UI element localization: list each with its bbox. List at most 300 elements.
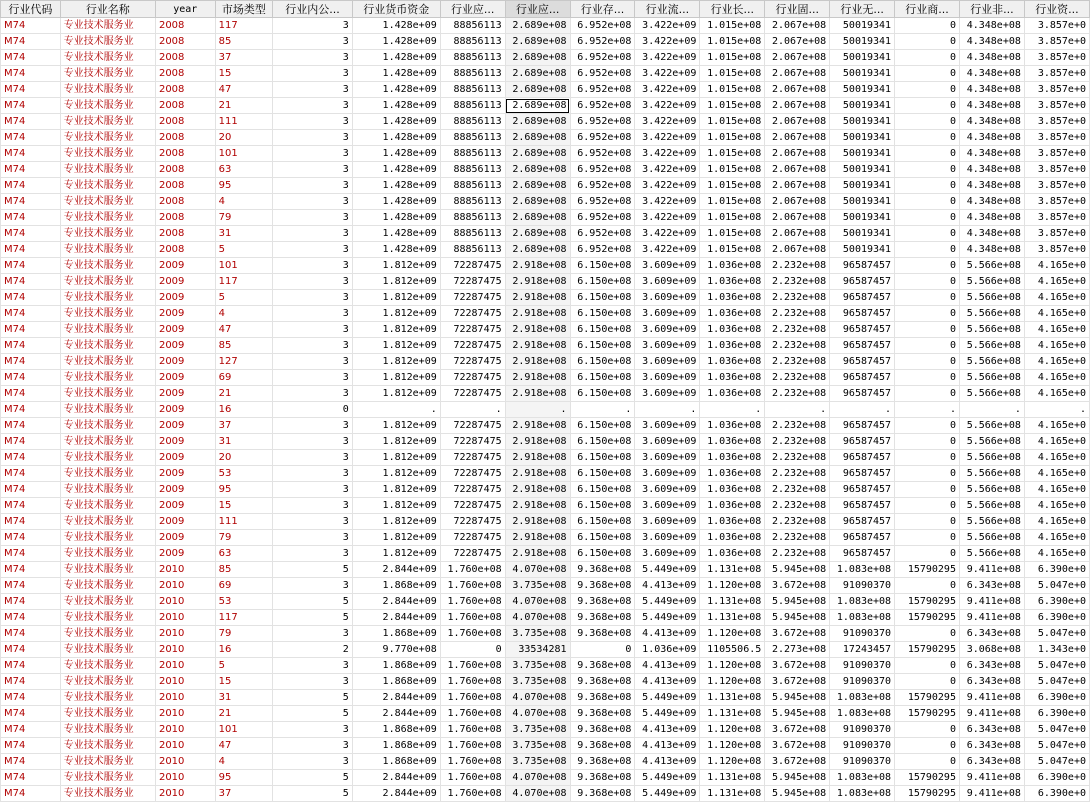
table-cell[interactable]: 1.036e+08: [700, 338, 765, 354]
table-cell[interactable]: 1.428e+09: [352, 210, 440, 226]
table-cell[interactable]: 3.857e+0: [1024, 114, 1089, 130]
table-cell[interactable]: 专业技术服务业: [60, 482, 155, 498]
table-row[interactable]: [1, 274, 1090, 290]
table-cell[interactable]: 0: [895, 514, 960, 530]
column-header[interactable]: year: [155, 1, 215, 18]
table-cell[interactable]: .: [1024, 402, 1089, 418]
table-cell[interactable]: 50019341: [830, 114, 895, 130]
table-cell[interactable]: 5.945e+08: [765, 594, 830, 610]
column-header-selected[interactable]: 行业应...: [505, 1, 570, 18]
table-cell[interactable]: 1.812e+09: [352, 386, 440, 402]
table-cell[interactable]: 72287475: [440, 322, 505, 338]
table-cell[interactable]: 2.067e+08: [765, 34, 830, 50]
table-cell[interactable]: 2008: [155, 82, 215, 98]
table-cell[interactable]: .: [505, 402, 570, 418]
table-cell[interactable]: 2.232e+08: [765, 322, 830, 338]
table-cell[interactable]: 47: [215, 322, 273, 338]
table-cell[interactable]: 6.343e+08: [959, 722, 1024, 738]
table-cell[interactable]: 88856113: [440, 82, 505, 98]
table-cell[interactable]: M74: [1, 162, 61, 178]
table-cell[interactable]: 3.672e+08: [765, 578, 830, 594]
table-cell[interactable]: 3: [273, 370, 353, 386]
table-cell[interactable]: 2.273e+08: [765, 642, 830, 658]
table-cell[interactable]: 5.047e+0: [1024, 738, 1089, 754]
table-cell[interactable]: 1.343e+0: [1024, 642, 1089, 658]
table-cell[interactable]: 1.015e+08: [700, 114, 765, 130]
table-cell[interactable]: 3.735e+08: [505, 578, 570, 594]
table-cell[interactable]: 72287475: [440, 290, 505, 306]
table-cell[interactable]: 31: [215, 226, 273, 242]
table-cell[interactable]: 4.165e+0: [1024, 258, 1089, 274]
table-cell[interactable]: 96587457: [830, 322, 895, 338]
table-cell[interactable]: 1.812e+09: [352, 290, 440, 306]
table-cell[interactable]: 1.812e+09: [352, 306, 440, 322]
table-cell[interactable]: 2.918e+08: [505, 290, 570, 306]
table-cell[interactable]: 4.348e+08: [959, 82, 1024, 98]
table-cell[interactable]: 专业技术服务业: [60, 578, 155, 594]
table-cell[interactable]: 101: [215, 146, 273, 162]
table-cell[interactable]: M74: [1, 194, 61, 210]
table-cell[interactable]: 2.918e+08: [505, 466, 570, 482]
table-cell[interactable]: 5.449e+09: [635, 690, 700, 706]
table-cell[interactable]: 6.150e+08: [570, 370, 635, 386]
table-cell[interactable]: 6.150e+08: [570, 418, 635, 434]
table-cell[interactable]: 3.422e+09: [635, 18, 700, 34]
table-cell[interactable]: 5.566e+08: [959, 466, 1024, 482]
table-cell[interactable]: 2010: [155, 610, 215, 626]
table-cell[interactable]: 2010: [155, 738, 215, 754]
table-cell[interactable]: 4.413e+09: [635, 658, 700, 674]
table-cell[interactable]: 9.411e+08: [959, 594, 1024, 610]
table-cell[interactable]: 4.165e+0: [1024, 498, 1089, 514]
table-cell[interactable]: 1.760e+08: [440, 562, 505, 578]
table-cell[interactable]: 2.232e+08: [765, 354, 830, 370]
table-cell[interactable]: 0: [895, 754, 960, 770]
table-cell[interactable]: 2.067e+08: [765, 18, 830, 34]
table-cell[interactable]: 专业技术服务业: [60, 194, 155, 210]
table-cell[interactable]: 1.812e+09: [352, 530, 440, 546]
table-cell[interactable]: 15790295: [895, 770, 960, 786]
table-row[interactable]: [1, 578, 1090, 594]
table-cell[interactable]: M74: [1, 178, 61, 194]
table-cell[interactable]: 0: [895, 578, 960, 594]
table-cell[interactable]: 4: [215, 754, 273, 770]
table-cell[interactable]: 2.067e+08: [765, 194, 830, 210]
table-cell[interactable]: 专业技术服务业: [60, 178, 155, 194]
table-cell[interactable]: 3.857e+0: [1024, 146, 1089, 162]
table-cell[interactable]: M74: [1, 98, 61, 114]
table-cell[interactable]: 2010: [155, 578, 215, 594]
table-cell[interactable]: .: [635, 402, 700, 418]
table-cell[interactable]: 1.760e+08: [440, 578, 505, 594]
table-cell[interactable]: 5.566e+08: [959, 514, 1024, 530]
table-cell[interactable]: 6.952e+08: [570, 98, 635, 114]
table-cell[interactable]: 1.812e+09: [352, 514, 440, 530]
table-cell[interactable]: 88856113: [440, 226, 505, 242]
table-cell[interactable]: 4.070e+08: [505, 610, 570, 626]
table-cell[interactable]: 2.067e+08: [765, 82, 830, 98]
table-cell[interactable]: 9.368e+08: [570, 770, 635, 786]
table-cell[interactable]: 专业技术服务业: [60, 610, 155, 626]
table-cell[interactable]: M74: [1, 354, 61, 370]
table-cell[interactable]: 96587457: [830, 434, 895, 450]
table-cell[interactable]: 72287475: [440, 466, 505, 482]
table-cell[interactable]: 2.918e+08: [505, 274, 570, 290]
table-cell[interactable]: 3.857e+0: [1024, 34, 1089, 50]
table-cell[interactable]: 2.918e+08: [505, 498, 570, 514]
table-row[interactable]: [1, 642, 1090, 658]
table-row[interactable]: [1, 114, 1090, 130]
table-cell[interactable]: 3.735e+08: [505, 674, 570, 690]
table-cell[interactable]: 5.566e+08: [959, 530, 1024, 546]
table-cell[interactable]: 3: [273, 98, 353, 114]
table-cell[interactable]: 9.368e+08: [570, 594, 635, 610]
table-cell[interactable]: 3.672e+08: [765, 738, 830, 754]
table-cell[interactable]: 1.812e+09: [352, 450, 440, 466]
table-row[interactable]: [1, 162, 1090, 178]
table-cell[interactable]: 1.015e+08: [700, 210, 765, 226]
table-cell[interactable]: 6.952e+08: [570, 130, 635, 146]
table-cell[interactable]: 1.015e+08: [700, 178, 765, 194]
table-cell[interactable]: 0: [895, 226, 960, 242]
table-row[interactable]: [1, 658, 1090, 674]
table-cell[interactable]: 5.566e+08: [959, 306, 1024, 322]
table-cell[interactable]: 16: [215, 642, 273, 658]
table-cell[interactable]: 专业技术服务业: [60, 290, 155, 306]
table-cell[interactable]: 1.036e+08: [700, 354, 765, 370]
table-cell[interactable]: M74: [1, 322, 61, 338]
table-cell[interactable]: 3.422e+09: [635, 162, 700, 178]
table-cell[interactable]: 91090370: [830, 738, 895, 754]
table-cell[interactable]: 3: [273, 194, 353, 210]
table-cell[interactable]: 3.672e+08: [765, 626, 830, 642]
table-cell[interactable]: 专业技术服务业: [60, 322, 155, 338]
table-cell[interactable]: 6.952e+08: [570, 162, 635, 178]
table-cell[interactable]: 1.428e+09: [352, 98, 440, 114]
table-row[interactable]: [1, 34, 1090, 50]
table-cell[interactable]: 0: [895, 450, 960, 466]
table-cell[interactable]: 4.348e+08: [959, 162, 1024, 178]
table-cell[interactable]: 5.566e+08: [959, 434, 1024, 450]
table-cell[interactable]: 88856113: [440, 178, 505, 194]
table-cell[interactable]: 91090370: [830, 626, 895, 642]
table-cell[interactable]: 1.015e+08: [700, 226, 765, 242]
table-cell[interactable]: 6.150e+08: [570, 530, 635, 546]
table-cell[interactable]: 6.390e+0: [1024, 786, 1089, 802]
table-cell[interactable]: M74: [1, 82, 61, 98]
table-cell[interactable]: 1.812e+09: [352, 258, 440, 274]
table-cell[interactable]: 2008: [155, 194, 215, 210]
table-cell[interactable]: 3.857e+0: [1024, 226, 1089, 242]
table-row[interactable]: [1, 722, 1090, 738]
table-cell[interactable]: 2.918e+08: [505, 386, 570, 402]
table-cell[interactable]: 6.343e+08: [959, 674, 1024, 690]
table-cell[interactable]: 6.390e+0: [1024, 690, 1089, 706]
table-cell[interactable]: 0: [895, 322, 960, 338]
table-cell[interactable]: 6.150e+08: [570, 498, 635, 514]
table-cell[interactable]: 3.609e+09: [635, 274, 700, 290]
table-cell[interactable]: 2.689e+08: [505, 242, 570, 258]
table-cell[interactable]: 3.609e+09: [635, 546, 700, 562]
table-cell[interactable]: 4.348e+08: [959, 210, 1024, 226]
table-cell[interactable]: 1.812e+09: [352, 434, 440, 450]
table-cell[interactable]: 1.120e+08: [700, 658, 765, 674]
table-cell[interactable]: M74: [1, 434, 61, 450]
table-cell[interactable]: 72287475: [440, 338, 505, 354]
table-cell[interactable]: 1.760e+08: [440, 594, 505, 610]
table-cell[interactable]: 1.036e+08: [700, 258, 765, 274]
table-cell[interactable]: 117: [215, 610, 273, 626]
table-cell[interactable]: 2.067e+08: [765, 114, 830, 130]
table-cell[interactable]: 5.566e+08: [959, 274, 1024, 290]
table-cell[interactable]: 4.413e+09: [635, 578, 700, 594]
table-cell[interactable]: 3: [273, 674, 353, 690]
table-cell[interactable]: 1.812e+09: [352, 466, 440, 482]
table-cell[interactable]: M74: [1, 770, 61, 786]
table-cell[interactable]: 2.689e+08: [505, 146, 570, 162]
table-cell[interactable]: 0: [895, 386, 960, 402]
table-cell[interactable]: 53: [215, 466, 273, 482]
table-cell[interactable]: 2.844e+09: [352, 610, 440, 626]
table-cell[interactable]: 2010: [155, 786, 215, 802]
table-cell[interactable]: 专业技术服务业: [60, 754, 155, 770]
table-cell[interactable]: 2.067e+08: [765, 178, 830, 194]
table-row[interactable]: [1, 450, 1090, 466]
table-cell[interactable]: 1.036e+08: [700, 386, 765, 402]
table-cell[interactable]: M74: [1, 242, 61, 258]
table-row[interactable]: [1, 290, 1090, 306]
table-cell[interactable]: 4.413e+09: [635, 754, 700, 770]
table-cell[interactable]: M74: [1, 738, 61, 754]
table-cell[interactable]: 6.150e+08: [570, 466, 635, 482]
table-cell[interactable]: 2.067e+08: [765, 162, 830, 178]
table-cell[interactable]: 2.689e+08: [505, 178, 570, 194]
table-cell[interactable]: 1.083e+08: [830, 786, 895, 802]
table-cell[interactable]: 96587457: [830, 354, 895, 370]
table-cell[interactable]: 2009: [155, 354, 215, 370]
table-cell[interactable]: 3: [273, 66, 353, 82]
table-cell[interactable]: 2.918e+08: [505, 338, 570, 354]
table-cell[interactable]: 2.918e+08: [505, 322, 570, 338]
table-cell[interactable]: 3: [273, 50, 353, 66]
table-cell[interactable]: 2.689e+08: [505, 226, 570, 242]
table-cell[interactable]: 专业技术服务业: [60, 674, 155, 690]
table-cell[interactable]: 0: [895, 66, 960, 82]
table-cell[interactable]: 4.348e+08: [959, 114, 1024, 130]
table-cell[interactable]: 2.689e+08: [505, 82, 570, 98]
table-cell[interactable]: 1.760e+08: [440, 738, 505, 754]
table-cell[interactable]: 2.844e+09: [352, 690, 440, 706]
table-row[interactable]: [1, 66, 1090, 82]
table-cell[interactable]: 9.368e+08: [570, 706, 635, 722]
table-cell[interactable]: 1.812e+09: [352, 274, 440, 290]
table-cell[interactable]: 16: [215, 402, 273, 418]
table-cell[interactable]: 91090370: [830, 658, 895, 674]
table-cell[interactable]: 0: [895, 162, 960, 178]
table-cell[interactable]: 4.165e+0: [1024, 450, 1089, 466]
table-cell[interactable]: .: [959, 402, 1024, 418]
table-cell[interactable]: 专业技术服务业: [60, 82, 155, 98]
table-cell[interactable]: 2.232e+08: [765, 370, 830, 386]
table-cell[interactable]: 2009: [155, 290, 215, 306]
table-cell[interactable]: 5.945e+08: [765, 786, 830, 802]
table-cell[interactable]: 1.868e+09: [352, 738, 440, 754]
table-cell[interactable]: 2010: [155, 690, 215, 706]
table-cell[interactable]: 5.566e+08: [959, 338, 1024, 354]
table-cell[interactable]: 0: [570, 642, 635, 658]
table-cell[interactable]: 4.165e+0: [1024, 482, 1089, 498]
table-cell[interactable]: 5.566e+08: [959, 450, 1024, 466]
table-cell[interactable]: 1.428e+09: [352, 66, 440, 82]
table-cell[interactable]: 79: [215, 530, 273, 546]
table-cell[interactable]: 1.868e+09: [352, 754, 440, 770]
table-cell[interactable]: 1.120e+08: [700, 626, 765, 642]
table-cell[interactable]: 1.015e+08: [700, 82, 765, 98]
table-cell[interactable]: 3.609e+09: [635, 322, 700, 338]
table-cell[interactable]: 3: [273, 34, 353, 50]
table-cell[interactable]: 50019341: [830, 242, 895, 258]
table-cell[interactable]: .: [352, 402, 440, 418]
table-cell[interactable]: 0: [895, 530, 960, 546]
table-row[interactable]: [1, 386, 1090, 402]
table-cell[interactable]: 5.449e+09: [635, 610, 700, 626]
table-cell[interactable]: 1.428e+09: [352, 82, 440, 98]
table-cell[interactable]: 6.952e+08: [570, 66, 635, 82]
table-cell[interactable]: 1.812e+09: [352, 338, 440, 354]
table-cell[interactable]: 6.150e+08: [570, 386, 635, 402]
table-cell[interactable]: 91090370: [830, 674, 895, 690]
table-cell[interactable]: 专业技术服务业: [60, 658, 155, 674]
table-row[interactable]: [1, 786, 1090, 802]
column-header[interactable]: 行业长...: [700, 1, 765, 18]
table-cell[interactable]: 专业技术服务业: [60, 530, 155, 546]
table-cell[interactable]: 47: [215, 82, 273, 98]
table-cell[interactable]: 50019341: [830, 34, 895, 50]
table-cell[interactable]: 96587457: [830, 498, 895, 514]
table-cell[interactable]: 50019341: [830, 146, 895, 162]
table-cell[interactable]: 0: [273, 402, 353, 418]
table-row[interactable]: [1, 210, 1090, 226]
table-cell[interactable]: M74: [1, 274, 61, 290]
table-cell[interactable]: M74: [1, 130, 61, 146]
table-cell[interactable]: 1.036e+08: [700, 514, 765, 530]
table-cell[interactable]: M74: [1, 674, 61, 690]
table-cell[interactable]: 37: [215, 786, 273, 802]
table-cell[interactable]: 1.760e+08: [440, 674, 505, 690]
table-cell[interactable]: 0: [895, 674, 960, 690]
table-cell[interactable]: 专业技术服务业: [60, 642, 155, 658]
table-cell[interactable]: 3.735e+08: [505, 738, 570, 754]
table-cell[interactable]: 3.422e+09: [635, 82, 700, 98]
table-cell[interactable]: 72287475: [440, 482, 505, 498]
table-cell[interactable]: 2008: [155, 114, 215, 130]
table-cell[interactable]: 9.368e+08: [570, 786, 635, 802]
table-cell[interactable]: 5: [273, 786, 353, 802]
table-cell[interactable]: 0: [895, 18, 960, 34]
table-cell[interactable]: 15: [215, 498, 273, 514]
table-cell[interactable]: 6.150e+08: [570, 434, 635, 450]
table-cell[interactable]: 1.812e+09: [352, 498, 440, 514]
table-cell[interactable]: 50019341: [830, 18, 895, 34]
table-cell[interactable]: 1.812e+09: [352, 322, 440, 338]
table-cell[interactable]: 2.232e+08: [765, 514, 830, 530]
table-cell[interactable]: 4.070e+08: [505, 770, 570, 786]
table-cell[interactable]: 6.150e+08: [570, 290, 635, 306]
table-cell[interactable]: 1.036e+08: [700, 370, 765, 386]
table-row[interactable]: [1, 594, 1090, 610]
table-cell[interactable]: 96587457: [830, 482, 895, 498]
table-cell[interactable]: 6.952e+08: [570, 50, 635, 66]
table-cell[interactable]: 3.857e+0: [1024, 210, 1089, 226]
table-cell[interactable]: 0: [895, 274, 960, 290]
table-cell[interactable]: 2009: [155, 338, 215, 354]
table-row[interactable]: [1, 498, 1090, 514]
table-cell[interactable]: 3: [273, 178, 353, 194]
table-cell[interactable]: 6.390e+0: [1024, 594, 1089, 610]
table-cell[interactable]: .: [765, 402, 830, 418]
table-cell[interactable]: 96587457: [830, 386, 895, 402]
table-cell[interactable]: 21: [215, 98, 273, 114]
table-cell[interactable]: 1.083e+08: [830, 690, 895, 706]
table-cell[interactable]: M74: [1, 594, 61, 610]
table-cell[interactable]: 1.083e+08: [830, 770, 895, 786]
table-cell[interactable]: 6.343e+08: [959, 658, 1024, 674]
table-cell[interactable]: 85: [215, 562, 273, 578]
table-cell[interactable]: 72287475: [440, 386, 505, 402]
table-cell[interactable]: 4.348e+08: [959, 66, 1024, 82]
table-cell[interactable]: 1.015e+08: [700, 98, 765, 114]
table-cell[interactable]: 2.918e+08: [505, 450, 570, 466]
table-cell[interactable]: 2.918e+08: [505, 418, 570, 434]
table-cell[interactable]: 101: [215, 722, 273, 738]
table-cell[interactable]: 15790295: [895, 594, 960, 610]
table-cell[interactable]: 1.083e+08: [830, 594, 895, 610]
table-cell[interactable]: 69: [215, 370, 273, 386]
table-cell[interactable]: 0: [895, 498, 960, 514]
table-cell[interactable]: 2009: [155, 370, 215, 386]
table-cell[interactable]: M74: [1, 146, 61, 162]
table-cell[interactable]: 1.868e+09: [352, 658, 440, 674]
table-cell[interactable]: 2.067e+08: [765, 226, 830, 242]
table-cell[interactable]: 50019341: [830, 66, 895, 82]
table-cell[interactable]: 4.413e+09: [635, 674, 700, 690]
table-cell[interactable]: 2008: [155, 162, 215, 178]
table-cell[interactable]: 0: [895, 370, 960, 386]
table-cell[interactable]: 2010: [155, 642, 215, 658]
table-cell[interactable]: 3: [273, 482, 353, 498]
table-cell[interactable]: 2.689e+08: [505, 194, 570, 210]
table-cell[interactable]: 2.689e+08: [505, 66, 570, 82]
table-cell[interactable]: 5: [215, 290, 273, 306]
table-cell[interactable]: 3.609e+09: [635, 450, 700, 466]
table-cell[interactable]: 专业技术服务业: [60, 514, 155, 530]
table-cell[interactable]: 6.150e+08: [570, 338, 635, 354]
table-cell[interactable]: 3: [273, 146, 353, 162]
table-cell[interactable]: .: [830, 402, 895, 418]
table-cell[interactable]: 9.368e+08: [570, 690, 635, 706]
table-cell[interactable]: 72287475: [440, 306, 505, 322]
table-cell[interactable]: 6.390e+0: [1024, 770, 1089, 786]
table-cell[interactable]: 1.036e+08: [700, 546, 765, 562]
table-cell[interactable]: 20: [215, 130, 273, 146]
column-header[interactable]: 行业货币资金: [352, 1, 440, 18]
table-cell[interactable]: 5.047e+0: [1024, 626, 1089, 642]
table-cell[interactable]: 1.015e+08: [700, 34, 765, 50]
table-cell[interactable]: 5: [215, 658, 273, 674]
table-cell[interactable]: 4: [215, 194, 273, 210]
table-cell[interactable]: 3.609e+09: [635, 498, 700, 514]
table-cell[interactable]: 专业技术服务业: [60, 498, 155, 514]
